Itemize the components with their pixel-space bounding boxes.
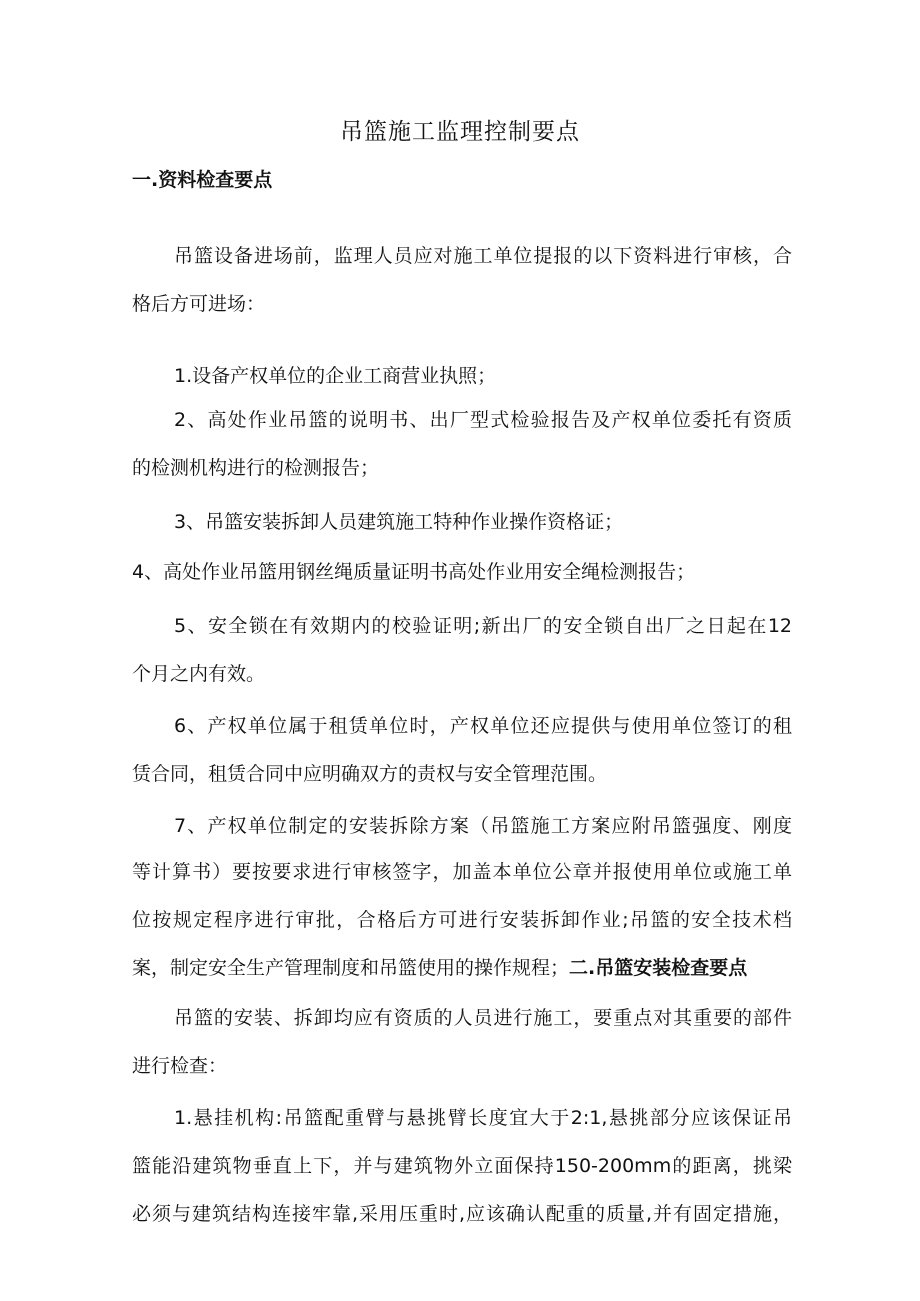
item-7-line-3: 位按规定程序进行审批，合格后方可进行安装拆卸作业;吊篮的安全技术档 (132, 909, 792, 931)
item-3-operator-certificate: 3、吊篮安装拆卸人员建筑施工特种作业操作资格证； (174, 511, 624, 533)
item-7-line-2: 等计算书）要按要求进行审核签字，加盖本单位公章并报使用单位或施工单 (132, 861, 792, 883)
document-title: 吊篮施工监理控制要点 (340, 119, 580, 145)
section-2-intro-line-2: 进行检查： (132, 1055, 228, 1077)
section-heading-installation: 二.吊篮安装检查要点 (569, 957, 748, 979)
item-7-line-1: 7、产权单位制定的安装拆除方案（吊篮施工方案应附吊篮强度、刚度 (174, 815, 792, 837)
item-7-line-4 (132, 954, 747, 982)
item-2-line-2: 的检测机构进行的检测报告； (132, 457, 380, 479)
section-2-intro-line-1: 吊篮的安装、拆卸均应有资质的人员进行施工，要重点对其重要的部件 (174, 1007, 792, 1029)
suspension-item-line-2: 篮能沿建筑物垂直上下，并与建筑物外立面保持150-200mm的距离，挑梁 (132, 1155, 792, 1177)
item-6-line-1: 6、产权单位属于租赁单位时，产权单位还应提供与使用单位签订的租 (174, 715, 792, 737)
item-7-line-4-text: 案，制定安全生产管理制度和吊篮使用的操作规程； (132, 957, 570, 979)
item-5-line-2: 个月之内有效。 (132, 663, 266, 685)
section-heading-materials: 一.资料检查要点 (132, 169, 273, 191)
intro-paragraph-line-1: 吊篮设备进场前，监理人员应对施工单位提报的以下资料进行审核，合 (174, 245, 792, 267)
item-2-line-1: 2、高处作业吊篮的说明书、出厂型式检验报告及产权单位委托有资质 (174, 409, 792, 431)
item-1-business-license: 1.设备产权单位的企业工商营业执照； (174, 365, 497, 387)
suspension-item-line-1: 1.悬挂机构:吊篮配重臂与悬挑臂长度宜大于2:1,悬挑部分应该保证吊 (174, 1107, 792, 1129)
item-6-line-2: 赁合同，租赁合同中应明确双方的责权与安全管理范围。 (132, 763, 608, 785)
suspension-item-line-3: 必须与建筑结构连接牢靠,采用压重时,应该确认配重的质量,并有固定措施， (132, 1203, 792, 1225)
intro-paragraph-line-2: 格后方可进场： (132, 293, 266, 315)
item-5-line-1: 5、安全锁在有效期内的校验证明;新出厂的安全锁自出厂之日起在12 (174, 615, 792, 637)
item-4-wire-rope-certificate: 4、高处作业吊篮用钢丝绳质量证明书高处作业用安全绳检测报告； (132, 561, 696, 583)
